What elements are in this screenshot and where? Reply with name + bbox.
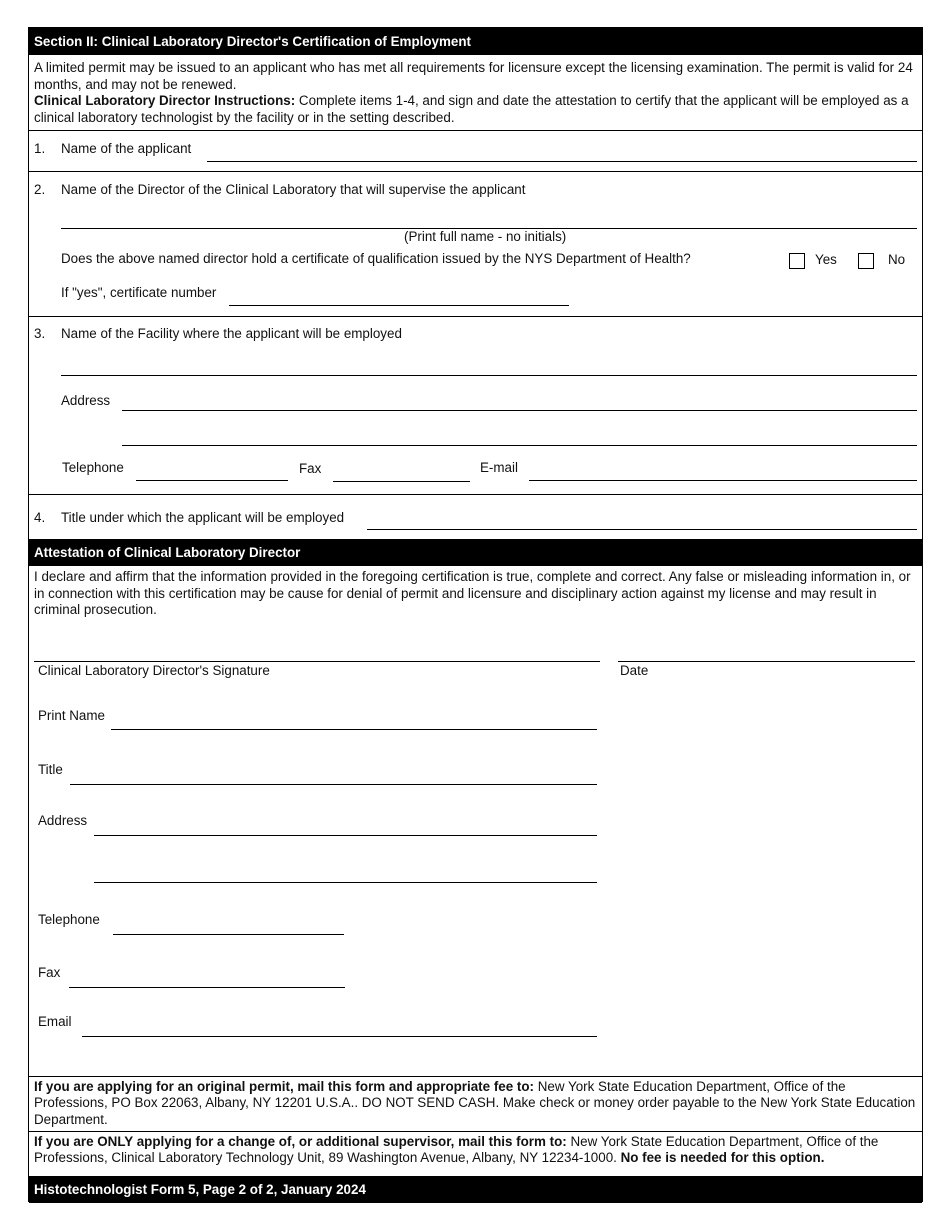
- divider: [29, 130, 922, 131]
- facility-email-label: E-mail: [480, 460, 518, 475]
- facility-fax-field[interactable]: [333, 481, 470, 482]
- date-field[interactable]: [618, 661, 915, 662]
- item4-number: 4.: [34, 510, 46, 525]
- yes-label: Yes: [815, 252, 837, 267]
- intro-paragraph: [34, 60, 917, 126]
- director-address-field-1[interactable]: [94, 835, 597, 836]
- change-supervisor-instructions: [34, 1134, 917, 1167]
- item4-label: Title under which the applicant will be employed: [61, 510, 345, 525]
- director-address-label: Address: [38, 813, 88, 828]
- original-permit-address: New York State Education Department, Office of the Professions, PO Box 22063, Albany, NY 12201 U.S.A.. DO NOT SEND CASH. Make check or money order payable to the New York State Education Department.: [34, 1079, 916, 1127]
- facility-fax-label: Fax: [299, 461, 322, 476]
- print-name-field[interactable]: [111, 729, 597, 730]
- facility-address-field-2[interactable]: [122, 445, 917, 446]
- certificate-number-field[interactable]: [229, 305, 569, 306]
- item1-label: Name of the applicant: [61, 141, 192, 156]
- director-telephone-field[interactable]: [113, 934, 344, 935]
- form-footer: Histotechnologist Form 5, Page 2 of 2, January 2024: [29, 1176, 922, 1203]
- facility-name-field[interactable]: [61, 375, 917, 376]
- print-name-label: Print Name: [38, 708, 105, 723]
- change-supervisor-address: New York State Education Department, Office of the Professions, Clinical Laboratory Technology Unit, 89 Washington Avenue, Albany, NY 12234-1000.: [34, 1134, 879, 1166]
- director-title-label: Title: [38, 762, 63, 777]
- attestation-text: I declare and affirm that the information provided in the foregoing certification is true, complete and correct. Any false or misleading information in, or in connection with this certification may be cause for denial of permit and licensure and disciplinary action against my license and may result in criminal prosecution.: [34, 569, 911, 617]
- director-fax-label: Fax: [38, 965, 61, 980]
- divider: [29, 494, 922, 495]
- director-fax-field[interactable]: [69, 987, 345, 988]
- section-header: Section II: Clinical Laboratory Director's Certification of Employment: [29, 28, 922, 55]
- signature-field[interactable]: [34, 661, 600, 662]
- instructions-label: Clinical Laboratory Director Instructions:: [34, 93, 296, 108]
- employment-title-field[interactable]: [367, 529, 917, 530]
- signature-label: Clinical Laboratory Director's Signature: [38, 663, 270, 678]
- director-address-field-2[interactable]: [94, 882, 597, 883]
- item3-label: Name of the Facility where the applicant will be employed: [61, 326, 402, 341]
- yes-checkbox[interactable]: [789, 253, 805, 269]
- original-permit-instructions: [34, 1079, 917, 1128]
- facility-email-field[interactable]: [529, 480, 917, 481]
- director-email-field[interactable]: [82, 1036, 597, 1037]
- divider: [29, 1076, 922, 1077]
- certificate-number-label: If "yes", certificate number: [61, 285, 217, 300]
- form-page: [28, 27, 923, 1202]
- item2-label: Name of the Director of the Clinical Laboratory that will supervise the applicant: [61, 182, 526, 197]
- original-permit-label: If you are applying for an original permit, mail this form and appropriate fee to:: [34, 1079, 534, 1094]
- divider: [29, 1131, 922, 1132]
- item1-number: 1.: [34, 141, 46, 156]
- print-name-note: (Print full name - no initials): [404, 229, 567, 244]
- director-telephone-label: Telephone: [38, 912, 100, 927]
- no-checkbox[interactable]: [858, 253, 874, 269]
- item3-number: 3.: [34, 326, 46, 341]
- instructions-text: Complete items 1-4, and sign and date the attestation to certify that the applicant will be employed as a clinical laboratory technologist by the facility or in the setting described.: [34, 93, 909, 125]
- applicant-name-field[interactable]: [207, 161, 917, 162]
- divider: [29, 171, 922, 172]
- facility-telephone-label: Telephone: [62, 460, 124, 475]
- change-supervisor-label: If you are ONLY applying for a change of, or additional supervisor, mail this form to:: [34, 1134, 567, 1149]
- certificate-question: Does the above named director hold a certificate of qualification issued by the NYS Department of Health?: [61, 251, 691, 266]
- attestation-header: Attestation of Clinical Laboratory Director: [29, 539, 922, 566]
- item2-number: 2.: [34, 182, 46, 197]
- divider: [29, 316, 922, 317]
- facility-address-field-1[interactable]: [122, 410, 917, 411]
- no-fee-note: No fee is needed for this option.: [620, 1150, 825, 1166]
- facility-telephone-field[interactable]: [136, 480, 288, 481]
- no-label: No: [888, 252, 906, 267]
- facility-address-label: Address: [61, 393, 111, 408]
- intro-text: A limited permit may be issued to an applicant who has met all requirements for licensure except the licensing examination. The permit is valid for 24 months, and may not be renewed.: [34, 60, 913, 92]
- director-email-label: Email: [38, 1014, 72, 1029]
- date-label: Date: [620, 663, 649, 678]
- director-title-field[interactable]: [70, 784, 597, 785]
